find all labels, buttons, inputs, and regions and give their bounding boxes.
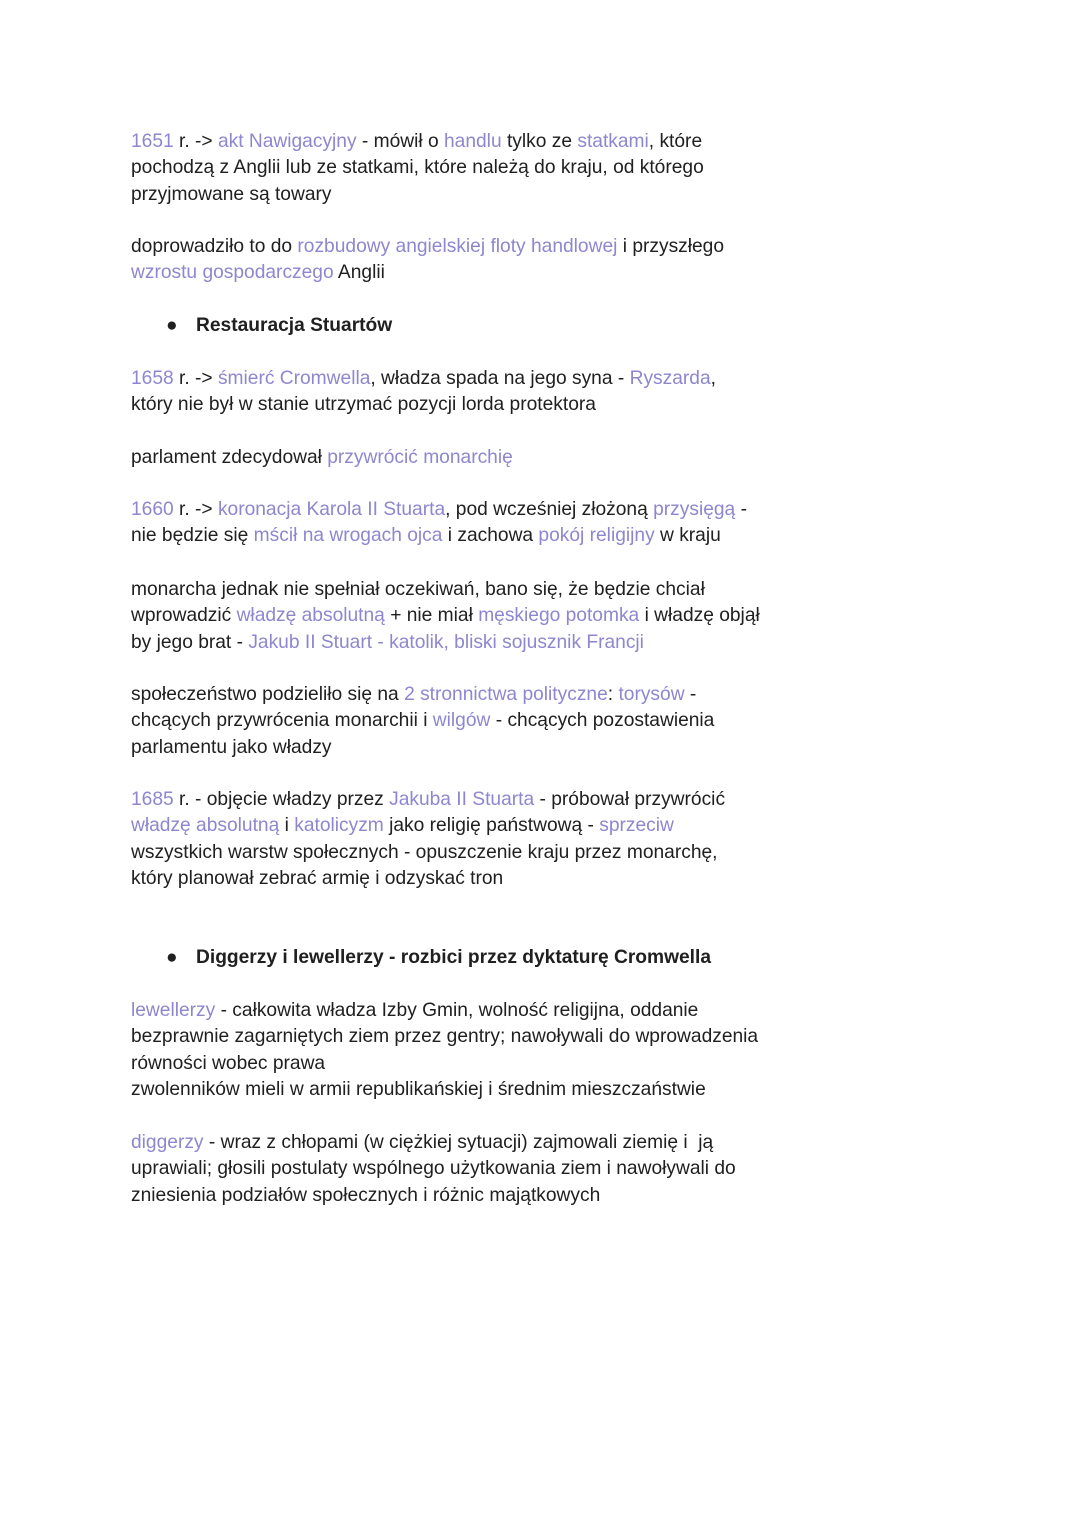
highlighted-text: torysów bbox=[618, 684, 685, 705]
highlighted-text: handlu bbox=[444, 131, 502, 152]
paragraph-levellers bbox=[131, 998, 831, 1103]
highlighted-text: Ryszarda bbox=[629, 368, 711, 389]
text-run: chcących przywrócenia monarchii i bbox=[131, 710, 433, 732]
text-line bbox=[131, 234, 831, 260]
text-line bbox=[131, 129, 831, 155]
text-run: - mówił o bbox=[356, 131, 444, 152]
text-line bbox=[131, 1077, 831, 1103]
text-line bbox=[131, 182, 831, 208]
highlighted-text: władzę absolutną bbox=[236, 605, 385, 627]
text-line bbox=[131, 603, 831, 629]
text-run: równości wobec prawa bbox=[131, 1052, 326, 1074]
highlighted-text: rozbudowy angielskiej floty handlowej bbox=[297, 236, 618, 257]
text-run: który nie był w stanie utrzymać pozycji lorda protektora bbox=[131, 394, 596, 416]
bullet-icon: ● bbox=[166, 947, 178, 968]
text-line bbox=[131, 682, 831, 708]
highlighted-text: przysięgą bbox=[653, 499, 736, 520]
highlighted-text: 1658 bbox=[131, 368, 174, 389]
text-run: parlamentu jako władzy bbox=[131, 736, 332, 758]
highlighted-text: 1685 bbox=[131, 789, 174, 810]
paragraph-james-rule bbox=[131, 787, 831, 892]
paragraph-cromwell-death bbox=[131, 366, 831, 419]
text-line bbox=[131, 1024, 831, 1050]
text-line bbox=[131, 813, 831, 839]
text-run: bezprawnie zagarniętych ziem przez gentry; nawoływali do wprowadzenia bbox=[131, 1026, 759, 1048]
text-run: r. -> bbox=[173, 368, 218, 389]
text-run: , władza spada na jego syna - bbox=[370, 368, 630, 389]
text-run: r. - objęcie władzy przez bbox=[173, 789, 390, 810]
text-run: pochodzą z Anglii lub ze statkami, które należą do kraju, od którego bbox=[131, 157, 704, 179]
paragraph-fleet-growth bbox=[131, 234, 831, 287]
heading-diggers-levellers bbox=[166, 945, 711, 971]
text-line bbox=[131, 392, 831, 418]
text-line bbox=[131, 840, 831, 866]
paragraph-parliament-decision bbox=[131, 445, 831, 471]
paragraph-diggers bbox=[131, 1130, 831, 1209]
highlighted-text: wilgów bbox=[432, 710, 491, 732]
highlighted-text: diggerzy bbox=[131, 1132, 204, 1153]
text-run: - wraz z chłopami (w ciężkiej sytuacji) zajmowali ziemię i ją bbox=[203, 1132, 714, 1153]
text-line bbox=[131, 577, 831, 603]
text-run: przyjmowane są towary bbox=[131, 183, 332, 205]
highlighted-text: pokój religijny bbox=[538, 525, 655, 547]
text-run: - bbox=[735, 499, 747, 520]
highlighted-text: mścił na wrogach ojca bbox=[253, 525, 443, 547]
text-run: doprowadziło to do bbox=[131, 236, 298, 257]
text-line bbox=[131, 630, 831, 656]
text-run: : bbox=[607, 684, 619, 705]
text-run: wprowadzić bbox=[131, 605, 237, 627]
highlighted-text: 1660 bbox=[131, 499, 174, 520]
paragraph-navigation-act bbox=[131, 129, 831, 208]
text-line bbox=[131, 260, 831, 286]
highlighted-text: statkami bbox=[577, 131, 649, 152]
text-run: zwolenników mieli w armii republikańskiej i średnim mieszczaństwie bbox=[131, 1078, 706, 1100]
text-line bbox=[131, 735, 831, 761]
text-run: r. -> bbox=[173, 131, 218, 152]
highlighted-text: katolicyzm bbox=[294, 815, 384, 837]
text-run: wszystkich warstw społecznych - opuszczenie kraju przez monarchę, bbox=[131, 841, 718, 863]
text-line bbox=[131, 445, 831, 471]
heading-text: Diggerzy i lewellerzy - rozbici przez dyktaturę Cromwella bbox=[196, 947, 712, 968]
text-run: - całkowita władza Izby Gmin, wolność religijna, oddanie bbox=[215, 1000, 699, 1021]
highlighted-text: 2 stronnictwa polityczne bbox=[404, 684, 608, 705]
highlighted-text: śmierć Cromwella bbox=[217, 368, 371, 389]
paragraph-charles-coronation bbox=[131, 497, 831, 550]
text-line bbox=[131, 787, 831, 813]
text-line bbox=[131, 1051, 831, 1077]
highlighted-text: wzrostu gospodarczego bbox=[131, 262, 334, 284]
text-line bbox=[131, 1156, 831, 1182]
text-line bbox=[131, 497, 831, 523]
highlighted-text: akt Nawigacyjny bbox=[217, 131, 357, 152]
text-run: parlament zdecydował bbox=[131, 447, 328, 468]
text-run: r. -> bbox=[173, 499, 218, 520]
text-run: + nie miał bbox=[384, 605, 479, 627]
highlighted-text: koronacja Karola II Stuarta bbox=[217, 499, 446, 520]
highlighted-text: Jakub II Stuart - katolik, bliski sojusznik Francji bbox=[248, 631, 644, 653]
text-run: by jego brat - bbox=[131, 631, 249, 653]
text-run: i władzę objął bbox=[639, 605, 760, 627]
text-run: zniesienia podziałów społecznych i różnic majątkowych bbox=[131, 1184, 601, 1206]
text-line bbox=[131, 708, 831, 734]
text-line bbox=[131, 998, 831, 1024]
text-run: - próbował przywrócić bbox=[534, 789, 726, 810]
text-run: - chcących pozostawienia bbox=[490, 710, 715, 732]
heading-restoration bbox=[166, 313, 392, 339]
text-line bbox=[131, 155, 831, 181]
text-run: jako religię państwową - bbox=[383, 815, 600, 837]
text-run: - bbox=[684, 684, 697, 705]
text-run: uprawiali; głosili postulaty wspólnego użytkowania ziem i nawoływali do bbox=[131, 1158, 736, 1180]
highlighted-text: męskiego potomka bbox=[478, 605, 640, 627]
bullet-icon: ● bbox=[166, 315, 178, 336]
text-run: tylko ze bbox=[501, 131, 578, 152]
heading-text: Restauracja Stuartów bbox=[196, 315, 393, 336]
text-run: i przyszłego bbox=[617, 236, 725, 257]
text-line bbox=[131, 523, 831, 549]
text-run: nie będzie się bbox=[131, 525, 254, 547]
text-run: monarcha jednak nie spełniał oczekiwań, bano się, że będzie chciał bbox=[131, 579, 705, 600]
paragraph-political-factions bbox=[131, 682, 831, 761]
text-line bbox=[131, 1130, 831, 1156]
text-run: , które bbox=[648, 131, 703, 152]
text-run: który planował zebrać armię i odzyskać tron bbox=[131, 867, 504, 889]
text-run: , pod wcześniej złożoną bbox=[445, 499, 654, 520]
text-run: Anglii bbox=[333, 262, 385, 284]
highlighted-text: 1651 bbox=[131, 131, 174, 152]
text-run: społeczeństwo podzieliło się na bbox=[131, 684, 405, 705]
text-line bbox=[131, 866, 831, 892]
text-run: i bbox=[279, 815, 295, 837]
text-line bbox=[131, 1183, 831, 1209]
highlighted-text: władzę absolutną bbox=[131, 815, 280, 837]
text-run: i zachowa bbox=[442, 525, 539, 547]
text-run: w kraju bbox=[654, 525, 721, 547]
highlighted-text: przywrócić monarchię bbox=[327, 447, 513, 468]
text-line bbox=[131, 366, 831, 392]
highlighted-text: lewellerzy bbox=[131, 1000, 216, 1021]
text-run: , bbox=[710, 368, 716, 389]
highlighted-text: Jakuba II Stuarta bbox=[389, 789, 535, 810]
highlighted-text: sprzeciw bbox=[599, 815, 674, 837]
paragraph-monarch-expectations bbox=[131, 577, 831, 656]
